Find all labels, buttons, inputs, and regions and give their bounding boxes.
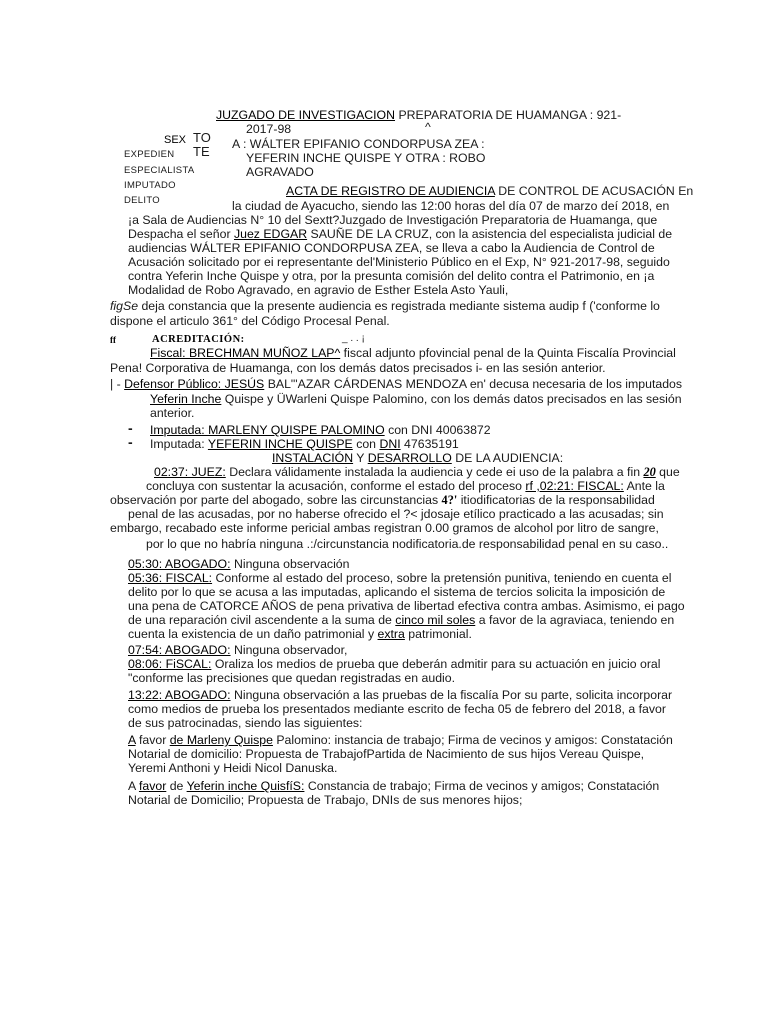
fiscal-time: rf ,02:21: FISCAL: — [525, 479, 624, 493]
fiscal-rest: fiscal adjunto pfovincial penal de la Quinta Fiscalía Provincial — [343, 346, 676, 360]
entry-0754-time: 07:54: ABOGADO: — [128, 643, 231, 657]
imputada-1-line — [150, 423, 491, 438]
juez-text: Declara válidamente instalada la audiencia y cede ei uso de la palabra a fin — [229, 465, 641, 479]
imputada-1-name: Imputada: MARLENY QUISPE PALOMINO — [150, 423, 385, 437]
stray-marks: _ . . ¡ — [342, 333, 365, 344]
imputada-2-name: YEFERIN INCHE QUISPE — [207, 437, 353, 451]
acreditacion-heading — [152, 332, 245, 347]
acreditacion-label: ACREDITACIÓN — [152, 334, 241, 345]
entry-0806 — [128, 657, 661, 672]
bullet-dash-1: - — [128, 420, 133, 436]
reparacion-pre: de una reparación civil ascendente a la suma de — [128, 613, 392, 627]
defensor-pre: | - — [110, 377, 121, 391]
acta-line-1: la ciudad de Ayacucho, siendo las 12:00 horas del día 07 de marzo deí 2018, en — [232, 199, 670, 213]
favor-yeferin-de: de — [169, 779, 184, 793]
instalacion-rest: DE LA AUDIENCIA: — [455, 451, 564, 465]
despacha-pre: Despacha el señor — [128, 227, 231, 241]
sex-label: SEX — [164, 134, 187, 146]
favor-yeferin — [128, 779, 659, 794]
accused-line: YEFERIN INCHE QUISPE Y OTRA : ROBO — [246, 151, 486, 165]
favor-yeferin-favor: favor — [138, 779, 167, 793]
juez-20: 20 — [643, 465, 656, 479]
juez-time: 02:37: JUEZ: — [154, 465, 226, 479]
fiscal-line-2: Pena! Corporativa de Huamanga, con los demás datos precisados i- en las sesión anterior. — [110, 361, 606, 375]
entry-1322-text: Ninguna observación a las pruebas de la fiscalía Por su parte, solicita incorporar — [233, 688, 673, 702]
entry-0536-line-4 — [128, 613, 674, 628]
dano-extra: extra — [377, 627, 405, 641]
defensor-line-3: anterior. — [150, 406, 195, 420]
imputada-1-dni: con DNI 40063872 — [388, 423, 491, 437]
acta-line-6: Modalidad de Robo Agravado, en agravio de Esther Estela Asto Yauli, — [128, 283, 509, 297]
instalacion-line-4: penal de las acusadas, por no haberse ofrecido el ?< jdosaje etílico practicado a las acusadas; sin — [128, 507, 664, 521]
dano-rest: patrimonial. — [408, 627, 472, 641]
entry-1322-line-2: como medios de prueba los presentados mediante escrito de fecha 05 de febrero del 2018, a favor — [128, 702, 666, 716]
figse-line-2: dispone el articulo 361° del Código Procesal Penal. — [110, 314, 390, 328]
favor-yeferin-name: Yeferin inche QuisfíS: — [186, 779, 305, 793]
dano-pre: cuenta la existencia de un daño patrimonial y — [128, 627, 375, 641]
fiscal-name: Fiscal: BRECHMAN MUÑOZ LAP^ — [150, 346, 341, 360]
acta-title-rest: DE CONTROL DE ACUSACIÓN En — [498, 184, 694, 198]
instalacion-l3-mark: 4?' — [441, 493, 458, 507]
imputada-2-line — [150, 437, 459, 452]
imputada-2-dni-label: DNI — [379, 437, 401, 451]
entry-0806-line-2: "conforme las precisiones que quedan registradas en audio. — [128, 671, 456, 685]
imputada-2-pre: Imputada: — [150, 437, 205, 451]
instalacion-l2-pre: concluya con sustentar la acusación, conforme el estado del proceso — [146, 479, 522, 493]
to-label: TO — [193, 130, 211, 145]
instalacion-line-3 — [110, 493, 655, 508]
instalacion-line-5: embargo, recabado este informe pericial ambas registran 0.00 gramos de alcohol por litro de sangre, — [110, 521, 659, 535]
entry-0530-time: 05:30: ABOGADO: — [128, 557, 231, 571]
despacha-judge: Juez EDGAR — [233, 227, 308, 241]
entry-0536-line-5 — [128, 627, 472, 642]
figse-word: figSe — [110, 299, 139, 313]
juez-line — [154, 465, 680, 480]
entry-0754-text: Ninguna observador, — [233, 643, 348, 657]
entry-0536-time: 05:36: FISCAL: — [128, 571, 213, 585]
instalacion-line-6: por lo que no habría ninguna .:/circunstancia nodificatoria.de responsabilidad penal en su caso.. — [146, 537, 669, 551]
entry-0536-line-2: delito por lo que se acusa a las imputadas, aplicando el sistema de tercios solicita la imposición de — [128, 585, 666, 599]
despacha-rest: SAUÑE DE LA CRUZ, con la asistencia del especialista judicial de — [310, 227, 673, 241]
expediente-year: 2017-98 — [246, 122, 292, 136]
acta-line-5: contra Yeferin Inche Quispe y otra, por la presunta comisión del delito contra el Patrimonio, en ¡a — [128, 269, 655, 283]
court-heading — [216, 108, 621, 123]
favor-yeferin-a: A — [128, 779, 136, 793]
favor-yeferin-line-2: Notarial de Domicilio; Propuesta de Trabajo, DNIs de sus menores hijos; — [128, 793, 523, 807]
juez-que: que — [659, 465, 680, 479]
acta-line-4: Acusación solicitado por ei representante del'Ministerio Público en el Exp, N° 921-2017-98, seguido — [128, 255, 670, 269]
court-heading-rest: PREPARATORIA DE HUAMANGA : 921- — [398, 108, 622, 122]
entry-1322-time: 13:22: ABOGADO: — [128, 688, 231, 702]
entry-1322 — [128, 688, 672, 703]
instalacion-l3-rest: itiodificatorias de la responsabilidad — [460, 493, 655, 507]
acta-line-3: audiencias WÁLTER EPIFANIO CONDORPUSA ZEA, se lleva a cabo la Audiencia de Control de — [128, 241, 655, 255]
instalacion-line-2 — [146, 479, 665, 494]
defensor-line-2 — [150, 392, 682, 407]
ff-mark: ff — [110, 335, 116, 345]
entry-0536 — [128, 571, 671, 586]
favor-marleny-line-2: Notarial de domicilio: Propuesta de TrabajofPartida de Nacimiento de sus hijos Vereau Quispe, — [128, 747, 645, 761]
entry-1322-line-3: de sus patrocinadas, siendo las siguientes: — [128, 716, 363, 730]
figse-line — [110, 299, 660, 314]
te-label: TE — [193, 144, 210, 159]
favor-marleny — [128, 733, 673, 748]
favor-yeferin-rest: Constancia de trabajo; Firma de vecinos y amigos; Constatación — [307, 779, 660, 793]
defensor-name: Defensor Público: JESÚS — [124, 377, 265, 391]
court-heading-bold: JUZGADO DE INVESTIGACION — [216, 108, 396, 122]
defensor-rest-2: Quispe y ÜWarleni Quispe Palomino, con los demás datos precisados en las sesión — [224, 392, 682, 406]
crime-line: AGRAVADO — [246, 165, 314, 179]
entry-0536-line-3: una pena de CATORCE AÑOS de pena privativa de libertad efectiva contra ambas. Asimismo, ei pago — [128, 599, 685, 613]
acta-title — [286, 184, 693, 199]
reparacion-amount: cinco mil soles — [395, 613, 476, 627]
imputada-2-con: con — [356, 437, 377, 451]
instalacion-l3-pre: observación por parte del abogado, sobre las circunstancias — [110, 493, 439, 507]
label-delito: DELITO — [124, 195, 160, 206]
acta-line-2: ¡a Sala de Audiencias N° 10 del Sextt?Juzgado de Investigación Preparatoria de Huamanga, que — [128, 213, 658, 227]
specialist-line: A : WÁLTER EPIFANIO CONDORPUSA ZEA : — [232, 137, 485, 151]
figse-rest: deja constancia que la presente audiencia es registrada mediante sistema audip f ('conforme lo — [141, 299, 660, 313]
favor-marleny-line-3: Yeremi Anthoni y Heidi Nicol Danuska. — [128, 761, 338, 775]
fiscal-line — [150, 346, 676, 361]
instalacion-l2-rest: Ante la — [626, 479, 665, 493]
entry-0536-text: Conforme al estado del proceso, sobre la pretensión punitiva, teniendo en cuenta el — [215, 571, 672, 585]
acta-title-bold: ACTA DE REGISTRO DE AUDIENCIA — [286, 184, 495, 198]
instalacion-word: INSTALACIÓN — [272, 451, 354, 465]
defensor-rest: BAL"'AZAR CÁRDENAS MENDOZA en' decusa necesaria de los imputados — [267, 377, 683, 391]
label-especialista: ESPECIALISTA — [124, 165, 195, 176]
entry-0530-text: Ninguna observación — [233, 557, 350, 571]
favor-marleny-a: A — [128, 733, 136, 747]
entry-0806-time: 08:06: FiSCAL: — [128, 657, 212, 671]
reparacion-rest: a favor de la agraviaca, teniendo en — [478, 613, 675, 627]
desarrollo-word: DESARROLLO — [367, 451, 452, 465]
label-expediente: EXPEDIEN — [124, 149, 175, 160]
entry-0754 — [128, 643, 347, 658]
favor-marleny-name: de Marleny Quispe — [169, 733, 273, 747]
instalacion-heading — [272, 451, 563, 466]
instalacion-y: Y — [356, 451, 365, 465]
entry-0530 — [128, 557, 349, 572]
entry-0806-text: Oraliza los medios de prueba que deberán admitir para su actuación en juicio oral — [214, 657, 661, 671]
label-imputado: IMPUTADO — [124, 180, 176, 191]
imputada-2-dni-number: 47635191 — [404, 437, 459, 451]
favor-marleny-favor: favor — [138, 733, 167, 747]
bullet-dash-2: - — [128, 434, 133, 450]
caret-mark: ^ — [425, 120, 431, 134]
favor-marleny-rest: Palomino: instancia de trabajo; Firma de vecinos y amigos: Constatación — [276, 733, 673, 747]
defensor-line — [110, 377, 682, 392]
acreditacion-colon: : — [240, 334, 245, 345]
acta-line-despacha — [128, 227, 672, 242]
defensor-imputado: Yeferin Inche — [150, 392, 222, 406]
